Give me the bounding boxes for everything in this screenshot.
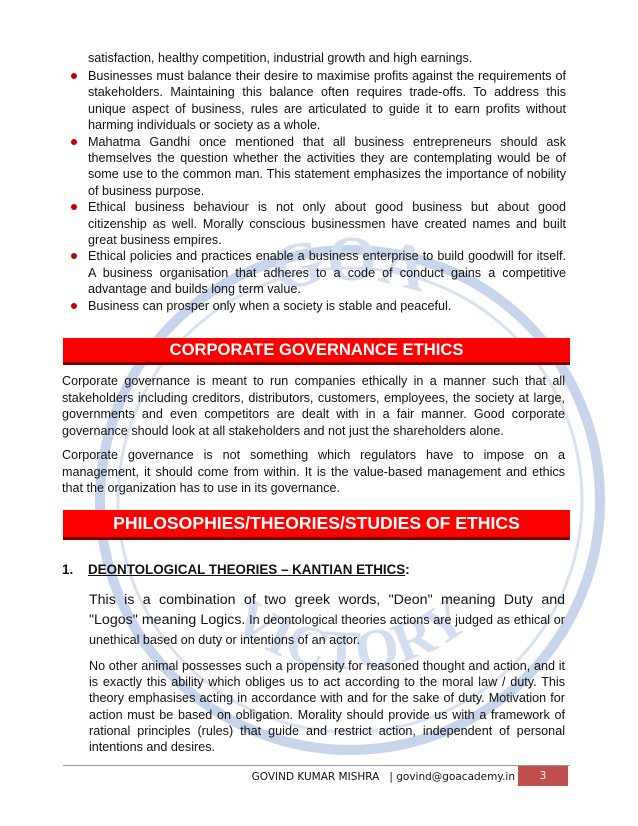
deontology-paragraph — [89, 590, 565, 650]
footer-author: GOVIND KUMAR MISHRA — [251, 771, 380, 783]
svg-text:VICTORY: VICTORY — [221, 585, 479, 684]
corporate-governance-paragraph-2: Corporate governance is not something which regulators have to impose on a management, it should come from within. It is the value-based management and ethics that the organization has to use in its governance. — [62, 448, 565, 496]
deontology-rest: In deontological theories actions are judged as ethical or unethical based on duty or intentions of an actor. — [89, 613, 565, 647]
bullet-item: Mahatma Gandhi once mentioned that all business entrepreneurs should ask themselves the question whether the activities they are contemplating would be of some use to the common man. This statement emphasizes the importance of nobility of business purpose. — [70, 134, 566, 200]
bullet-item: Ethical business behaviour is not only about good business but about good citizenship as well. Morally conscious businessmen have created names and built great business empires. — [70, 199, 566, 248]
heading-number: 1. — [62, 562, 74, 577]
corporate-governance-paragraph-1: Corporate governance is meant to run companies ethically in a manner such that all stakeholders including creditors, distributors, customers, employees, the society at large, governments and even competitors are dealt with in a fair manner. Good corporate governance should look at all stakeholders and not just the shareholders alone. — [62, 374, 565, 438]
bullet-item: Ethical policies and practices enable a business enterprise to build goodwill for itself. A business organisation that adheres to a code of conduct gains a competitive advantage and builds long term value. — [70, 248, 566, 297]
section-banner-corporate-governance: CORPORATE GOVERNANCE ETHICS — [63, 338, 570, 365]
heading-colon: : — [405, 562, 410, 577]
heading-text: DEONTOLOGICAL THEORIES – KANTIAN ETHICS — [88, 562, 406, 577]
svg-text:GOA: GOA — [264, 222, 436, 306]
bullet-list — [70, 68, 566, 314]
footer-separator: | — [389, 771, 393, 783]
deontology-lead: This is a combination of two greek words, "Deon" meaning Duty and "Logos" meaning Logics. — [89, 592, 565, 628]
bullet-item: Business can prosper only when a society is stable and peaceful. — [70, 298, 566, 314]
footer-divider — [63, 765, 570, 766]
duty-paragraph: No other animal possesses such a propensity for reasoned thought and action, and it is exactly this ability which obliges us to act according to the moral law / duty. This theory emphasises acting in accordance with and for the sake of duty. Motivation for action must be based on obligation. Morality should provide us with a framework of rational principles (rules) that guide and restrict action, independent of personal intentions and desires. — [89, 659, 565, 755]
bullet-item: Businesses must balance their desire to maximise profits against the requirements of stakeholders. Maintaining this balance often requires trade-offs. To address this unique aspect of business, rules are articulated to guide it to earn profits without harming individuals or society as a whole. — [70, 68, 566, 134]
section-banner-philosophies: PHILOSOPHIES/THEORIES/STUDIES OF ETHICS — [63, 510, 570, 540]
continuation-text: satisfaction, healthy competition, industrial growth and high earnings. — [88, 51, 473, 65]
page-number-badge: 3 — [518, 766, 568, 786]
subsection-heading — [62, 561, 565, 578]
footer-email: govind@goacademy.in — [396, 771, 515, 783]
footer — [240, 770, 515, 784]
